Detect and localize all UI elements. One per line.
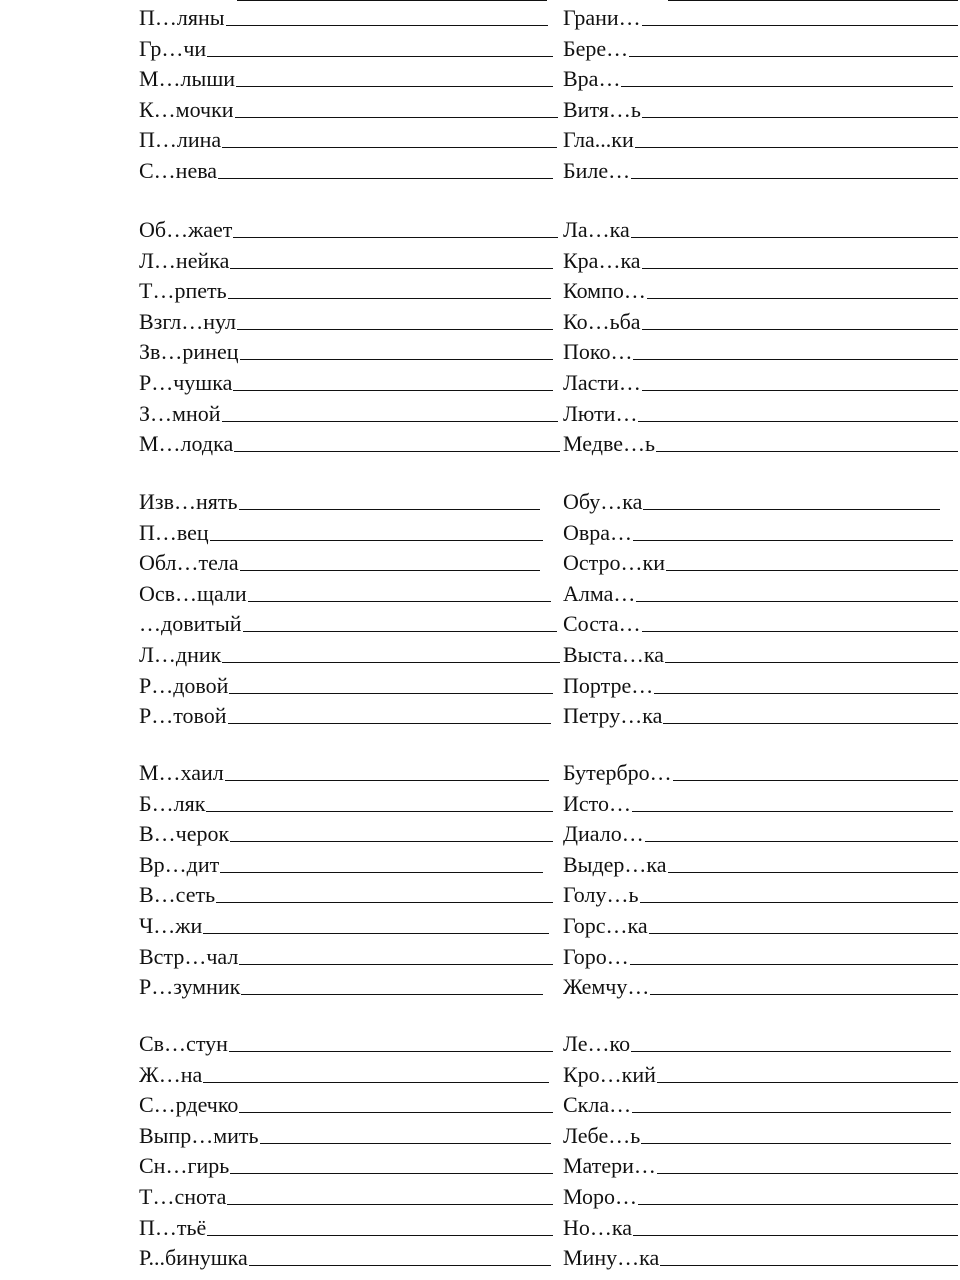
worksheet-row	[139, 939, 553, 969]
worksheet-row	[139, 61, 553, 91]
answer-line[interactable]	[230, 841, 553, 842]
word-with-gap: Кра…ка	[563, 247, 641, 273]
answer-line[interactable]	[642, 329, 958, 330]
worksheet-row	[563, 668, 958, 698]
worksheet-row	[139, 816, 553, 846]
answer-line[interactable]	[210, 540, 543, 541]
worksheet-row	[563, 426, 958, 456]
word-with-gap: Выста…ка	[563, 642, 664, 667]
answer-line[interactable]	[230, 268, 553, 269]
word-with-gap: В…сеть	[139, 882, 216, 908]
answer-line[interactable]	[656, 451, 958, 452]
word-with-gap: В…черок	[139, 821, 230, 847]
worksheet-row	[139, 786, 553, 816]
worksheet-row	[139, 515, 543, 545]
answer-line[interactable]	[673, 780, 958, 781]
worksheet-row	[563, 1026, 951, 1056]
worksheet-row	[139, 908, 549, 938]
word-with-gap: Бере…	[563, 35, 629, 61]
worksheet-row	[563, 484, 940, 514]
word-with-gap: Кро…кий	[563, 1061, 656, 1087]
worksheet-row	[139, 334, 553, 364]
word-with-gap: М…хаил	[139, 760, 224, 785]
word-with-gap: П…лина	[139, 127, 222, 153]
word-with-gap: Ле…ко	[563, 1031, 631, 1056]
word-with-gap: Р…чушка	[139, 370, 233, 395]
worksheet-row	[563, 243, 958, 273]
word-with-gap: Остро…ки	[563, 550, 665, 576]
worksheet-row	[139, 606, 557, 636]
worksheet-row	[139, 1210, 553, 1240]
answer-line[interactable]	[633, 1235, 958, 1236]
word-with-gap: Встр…чал	[139, 943, 239, 969]
word-with-gap: Диало…	[563, 821, 644, 847]
answer-line[interactable]	[207, 1235, 553, 1236]
answer-line[interactable]	[249, 1265, 551, 1266]
word-with-gap: Взгл…нул	[139, 308, 237, 334]
worksheet-row	[563, 0, 958, 30]
worksheet-row	[139, 365, 553, 395]
word-with-gap: Р...бинушка	[139, 1245, 248, 1271]
word-with-gap: Биле…	[563, 158, 631, 183]
word-with-gap: …довитый	[139, 611, 242, 637]
word-with-gap: П…ляны	[139, 5, 225, 30]
word-with-gap: Алма…	[563, 580, 636, 606]
worksheet-row	[563, 1148, 958, 1178]
word-with-gap: Изв…нять	[139, 489, 238, 514]
worksheet-row	[563, 1118, 951, 1148]
word-with-gap: Ла…ка	[563, 217, 630, 242]
worksheet-row	[563, 1240, 958, 1270]
worksheet-row	[139, 92, 558, 122]
worksheet-row	[563, 304, 958, 334]
worksheet-row	[563, 606, 958, 636]
word-with-gap: Вра…	[563, 66, 621, 92]
worksheet-row	[139, 426, 560, 456]
worksheet-row	[139, 576, 551, 606]
answer-line[interactable]	[654, 693, 958, 694]
worksheet-row	[139, 847, 543, 877]
answer-line[interactable]	[260, 1143, 551, 1144]
word-with-gap: Об…жает	[139, 217, 233, 242]
word-with-gap: Гла...ки	[563, 127, 634, 153]
word-with-gap: Р…товой	[139, 703, 227, 729]
answer-line[interactable]	[645, 841, 958, 842]
word-with-gap: С…рдечко	[139, 1092, 239, 1118]
word-with-gap: Т…рпеть	[139, 278, 227, 304]
worksheet-row	[563, 939, 958, 969]
worksheet-row	[563, 698, 958, 728]
answer-line[interactable]	[236, 86, 553, 87]
answer-line[interactable]	[631, 178, 958, 179]
answer-line[interactable]	[230, 1173, 553, 1174]
worksheet-row	[563, 969, 958, 999]
answer-line[interactable]	[635, 147, 958, 148]
answer-line[interactable]	[650, 994, 958, 995]
word-with-gap: Л…нейка	[139, 247, 230, 273]
answer-line[interactable]	[240, 570, 540, 571]
answer-line[interactable]	[206, 811, 553, 812]
word-with-gap: Портре…	[563, 672, 654, 698]
word-with-gap: Соста…	[563, 611, 641, 637]
answer-line[interactable]	[640, 902, 958, 903]
answer-line[interactable]	[237, 329, 553, 330]
worksheet-row	[563, 847, 958, 877]
word-with-gap: Сн…гирь	[139, 1153, 230, 1179]
worksheet-row	[139, 637, 560, 667]
worksheet-row	[139, 122, 557, 152]
answer-line[interactable]	[229, 1051, 553, 1052]
answer-line[interactable]	[642, 390, 958, 391]
word-with-gap: П…тьё	[139, 1214, 207, 1240]
worksheet-row	[139, 969, 543, 999]
word-with-gap: Вр…дит	[139, 851, 220, 877]
word-with-gap: Скла…	[563, 1092, 632, 1118]
word-with-gap: Грани…	[563, 5, 641, 30]
worksheet-row	[139, 698, 551, 728]
answer-line[interactable]	[642, 117, 958, 118]
worksheet-row	[563, 153, 958, 183]
word-with-gap: Зв…ринец	[139, 339, 239, 365]
answer-line[interactable]	[248, 601, 551, 602]
worksheet-row	[563, 1087, 951, 1117]
answer-line[interactable]	[666, 570, 958, 571]
worksheet-row	[563, 576, 958, 606]
word-with-gap: Но…ка	[563, 1214, 633, 1240]
answer-line[interactable]	[203, 1082, 549, 1083]
worksheet-row	[139, 668, 553, 698]
word-with-gap: Витя…ь	[563, 96, 641, 122]
answer-line[interactable]	[663, 723, 958, 724]
word-with-gap: Бутербро…	[563, 760, 672, 785]
answer-line[interactable]	[234, 451, 560, 452]
word-with-gap: Осв…щали	[139, 580, 247, 606]
answer-line[interactable]	[668, 872, 958, 873]
answer-line[interactable]	[233, 237, 558, 238]
answer-line[interactable]	[630, 964, 958, 965]
answer-line[interactable]	[641, 1143, 951, 1144]
answer-line[interactable]	[220, 872, 543, 873]
word-with-gap: Р…зумник	[139, 974, 241, 1000]
worksheet-row	[139, 304, 553, 334]
worksheet-row	[563, 786, 953, 816]
answer-line[interactable]	[647, 298, 958, 299]
worksheet-row	[563, 396, 958, 426]
word-with-gap: Голу…ь	[563, 882, 639, 908]
answer-line[interactable]	[239, 1112, 553, 1113]
answer-line[interactable]	[222, 421, 558, 422]
word-with-gap: Матери…	[563, 1153, 656, 1179]
worksheet-row	[139, 1179, 553, 1209]
word-with-gap: Б…ляк	[139, 790, 206, 816]
word-with-gap: Моро…	[563, 1184, 638, 1209]
worksheet-row	[139, 153, 553, 183]
word-with-gap: Компо…	[563, 278, 646, 304]
word-with-gap: Жемчу…	[563, 974, 650, 1000]
answer-line[interactable]	[207, 56, 553, 57]
word-with-gap: К…мочки	[139, 96, 234, 122]
answer-line[interactable]	[227, 1204, 553, 1205]
worksheet-row	[563, 908, 958, 938]
worksheet-row	[563, 365, 958, 395]
word-with-gap: Лебе…ь	[563, 1122, 641, 1148]
answer-line[interactable]	[218, 178, 553, 179]
word-with-gap: Овра…	[563, 519, 633, 545]
worksheet-row	[139, 1057, 549, 1087]
worksheet-row	[139, 877, 553, 907]
worksheet-row	[139, 1240, 551, 1270]
worksheet-row	[139, 755, 549, 785]
answer-line[interactable]	[631, 1051, 951, 1052]
word-with-gap: Петру…ка	[563, 703, 663, 729]
word-with-gap: Ж…на	[139, 1061, 203, 1087]
worksheet-row	[563, 334, 958, 364]
word-with-gap: Исто…	[563, 790, 631, 816]
word-with-gap: Медве…ь	[563, 431, 655, 457]
word-with-gap: З…мной	[139, 400, 221, 426]
answer-line[interactable]	[665, 662, 958, 663]
worksheet-row	[139, 484, 540, 514]
word-with-gap: Выдер…ка	[563, 851, 667, 877]
answer-line[interactable]	[621, 86, 953, 87]
answer-line[interactable]	[243, 631, 557, 632]
word-with-gap: Обу…ка	[563, 489, 643, 514]
answer-line[interactable]	[216, 902, 553, 903]
worksheet-row	[563, 515, 953, 545]
word-with-gap: Св…стун	[139, 1031, 228, 1056]
answer-line[interactable]	[633, 359, 958, 360]
answer-line[interactable]	[632, 811, 953, 812]
word-with-gap: Ласти…	[563, 370, 641, 395]
word-with-gap: П…вец	[139, 519, 209, 545]
word-with-gap: Мину…ка	[563, 1245, 660, 1271]
worksheet-row	[139, 243, 553, 273]
answer-line[interactable]	[660, 1265, 958, 1266]
worksheet-row	[563, 545, 958, 575]
answer-line[interactable]	[240, 359, 553, 360]
worksheet-row	[563, 92, 958, 122]
answer-line[interactable]	[638, 1204, 958, 1205]
word-with-gap: Ко…ьба	[563, 308, 641, 334]
answer-line[interactable]	[226, 25, 548, 26]
answer-line[interactable]	[636, 601, 958, 602]
worksheet-row	[139, 1118, 551, 1148]
answer-line[interactable]	[632, 1112, 951, 1113]
worksheet-row	[563, 1057, 958, 1087]
answer-line[interactable]	[657, 1082, 958, 1083]
answer-line[interactable]	[657, 1173, 958, 1174]
word-with-gap: М…лыши	[139, 66, 236, 92]
answer-line[interactable]	[228, 723, 551, 724]
worksheet-row	[139, 1026, 553, 1056]
word-with-gap: М…лодка	[139, 431, 234, 457]
word-with-gap: Горс…ка	[563, 913, 648, 938]
answer-line[interactable]	[222, 662, 560, 663]
word-with-gap: Т…снота	[139, 1184, 227, 1209]
worksheet-row	[563, 816, 958, 846]
worksheet-row	[139, 396, 558, 426]
worksheet-row	[139, 31, 553, 61]
word-with-gap: Гр…чи	[139, 35, 207, 61]
answer-line[interactable]	[629, 56, 958, 57]
worksheet-row	[563, 31, 958, 61]
worksheet-row	[139, 1087, 553, 1117]
answer-line[interactable]	[643, 509, 940, 510]
worksheet-row	[563, 61, 953, 91]
answer-line[interactable]	[642, 631, 958, 632]
worksheet-row	[139, 545, 540, 575]
answer-line[interactable]	[649, 933, 958, 934]
word-with-gap: Л…дник	[139, 642, 222, 667]
answer-line[interactable]	[638, 421, 958, 422]
worksheet-row	[563, 1210, 958, 1240]
answer-line[interactable]	[233, 390, 553, 391]
worksheet-row	[563, 755, 958, 785]
answer-line[interactable]	[642, 25, 958, 26]
word-with-gap: Обл…тела	[139, 550, 239, 576]
answer-line[interactable]	[631, 237, 958, 238]
word-with-gap: Р…довой	[139, 672, 229, 698]
worksheet-row	[563, 1179, 958, 1209]
answer-line[interactable]	[229, 693, 553, 694]
word-with-gap: Ч…жи	[139, 913, 203, 938]
word-with-gap: С…нева	[139, 158, 218, 183]
worksheet-row	[139, 273, 551, 303]
answer-line[interactable]	[633, 540, 953, 541]
answer-line[interactable]	[241, 994, 543, 995]
worksheet-row	[563, 877, 958, 907]
answer-line[interactable]	[203, 933, 549, 934]
word-with-gap: Поко…	[563, 339, 633, 365]
word-with-gap: Люти…	[563, 400, 638, 426]
worksheet-row	[139, 1148, 553, 1178]
answer-line[interactable]	[239, 509, 540, 510]
answer-line[interactable]	[222, 147, 557, 148]
answer-line[interactable]	[228, 298, 551, 299]
worksheet-row	[139, 212, 558, 242]
answer-line[interactable]	[642, 268, 958, 269]
answer-line[interactable]	[235, 117, 558, 118]
worksheet-row	[563, 212, 958, 242]
word-with-gap: Выпр…мить	[139, 1122, 259, 1148]
worksheet-row	[563, 273, 958, 303]
worksheet-row	[563, 637, 958, 667]
answer-line[interactable]	[239, 964, 553, 965]
worksheet-row	[563, 122, 958, 152]
worksheet-row	[139, 0, 548, 30]
answer-line[interactable]	[225, 780, 549, 781]
word-with-gap: Горо…	[563, 943, 629, 969]
